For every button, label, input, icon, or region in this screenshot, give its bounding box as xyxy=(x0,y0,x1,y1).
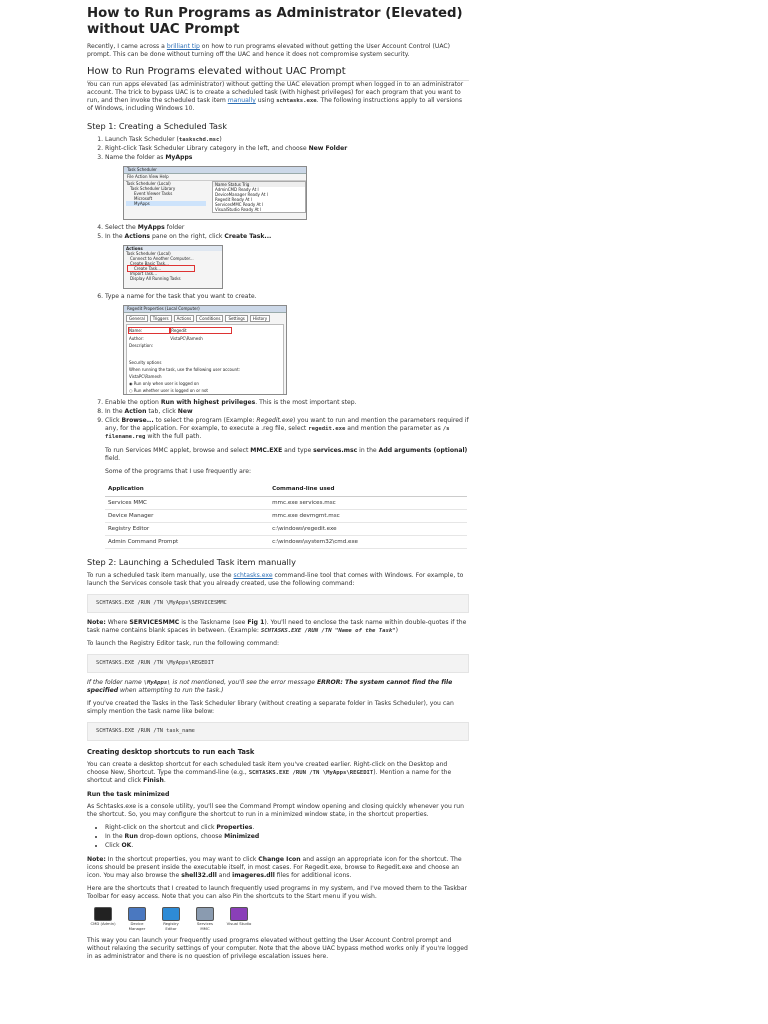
step-4-end: folder xyxy=(164,224,185,231)
code-block-regedit: SCHTASKS.EXE /RUN /TN \MyApps\REGEDIT xyxy=(87,654,469,673)
name-row xyxy=(129,327,281,334)
icon-note-paragraph xyxy=(87,856,469,880)
task-scheduler-screenshot xyxy=(123,166,307,220)
option-run-whether: ○ Run whether user is logged on or not xyxy=(129,388,208,393)
tab-history: History xyxy=(250,315,270,322)
properties-titlebar: Regedit Properties (Local Computer) xyxy=(124,306,286,313)
browse-label: Browse... xyxy=(121,417,154,424)
shortcuts-end: . xyxy=(163,777,166,784)
manually-link[interactable]: manually xyxy=(227,97,256,104)
step-3-text: Name the folder as xyxy=(105,154,166,161)
servicesmmc-label: SERVICESMMC xyxy=(129,619,180,626)
properties-label: Properties xyxy=(216,824,253,831)
step-9-text-4: and mention the parameter as xyxy=(345,425,443,432)
error-end: when attempting to run the task.) xyxy=(118,687,224,694)
ok-label: OK xyxy=(121,842,132,849)
step-2-text: Right-click Task Scheduler Library category in the left, and choose xyxy=(105,145,309,152)
mmc-exe-label: MMC.EXE xyxy=(250,447,283,454)
article-column xyxy=(87,6,469,961)
author-row xyxy=(129,336,281,341)
mmc-text-3: in the xyxy=(357,447,379,454)
step-1 xyxy=(105,136,469,144)
folder-tree xyxy=(126,181,206,206)
action-item: Task Scheduler (Local) xyxy=(126,251,171,256)
table-row xyxy=(105,523,467,536)
step-7-end: . This is the most important step. xyxy=(255,399,357,406)
minimized-paragraph: As Schtasks.exe is a console utility, you'll see the Command Prompt window opening and closing quickly whenever you run the shortcut. So, you may configure the shortcut to run in a minimized window state, in the shortcut properties. xyxy=(87,803,464,818)
mmc-text-2: and type xyxy=(282,447,314,454)
step2-text-2: command-line tool that comes with Windows. For example, to launch the Services console task that you already created, use the following command: xyxy=(87,572,464,587)
fig1-label: Fig 1 xyxy=(247,619,265,626)
task-table-header: Name Status Trig xyxy=(213,182,305,187)
action-item-create-task: Create Task... xyxy=(128,266,194,271)
tree-item: Task Scheduler (Local) xyxy=(126,181,171,186)
note-label: Note: xyxy=(87,619,106,626)
change-icon-label: Change Icon xyxy=(258,856,301,863)
task-table xyxy=(212,181,306,213)
window-titlebar: Task Scheduler xyxy=(124,167,306,174)
registry-paragraph: To launch the Registry Editor task, run the following command: xyxy=(87,640,280,647)
shortcut-cmd[interactable] xyxy=(90,907,116,931)
step1-list xyxy=(87,136,469,441)
error-note xyxy=(87,679,469,695)
shortcut-label: Services MMC xyxy=(196,921,213,931)
col-application: Application xyxy=(105,482,269,497)
account-value: VistaPC\Ramesh xyxy=(129,374,162,379)
section-text: You can run apps elevated (as administrator) without getting the UAC elevation prompt when logged in to an administrator account. The trick to bypass UAC is to create a scheduled task (with highest privileges) for each program that you want to run, and then invoke the scheduled task item xyxy=(87,81,464,104)
list-item xyxy=(105,842,469,850)
step-8-text-2: tab, click xyxy=(146,408,178,415)
icon-note-text-3: and xyxy=(216,872,233,879)
task-row: DeviceManager Ready At l xyxy=(215,192,268,197)
new-folder-label: New Folder xyxy=(308,145,348,152)
step-5-text-2: pane on the right, click xyxy=(150,233,225,240)
step-6 xyxy=(105,293,469,395)
shortcut-label: Visual Studio xyxy=(226,921,252,926)
create-task-label: Create Task... xyxy=(224,233,272,240)
option-2-label: Run whether user is logged on or not xyxy=(133,388,208,393)
option-1-label: Run only when user is logged on xyxy=(133,381,199,386)
shortcut-icons-row xyxy=(90,907,469,931)
step-6-text: Type a name for the task that you want to create. xyxy=(105,293,257,300)
here-paragraph: Here are the shortcuts that I created to launch frequently used programs in my system, and I've moved them to the Taskbar Toolbar for easy access. Note that you can also Pin the shortcuts to the Start menu if you wish. xyxy=(87,885,467,900)
tab-actions: Actions xyxy=(174,315,195,322)
security-options-label: Security options xyxy=(129,360,162,365)
section-heading: How to Run Programs elevated without UAC Prompt xyxy=(87,65,469,81)
task-row: AdminCMD Ready At l xyxy=(215,187,259,192)
schtasks-code: schtasks.exe xyxy=(276,98,317,104)
note-text-3: ). You'll need to enclose the task name within double-quotes if the task name contains blank spaces in between. (Example: xyxy=(87,619,467,634)
step2-text: To run a scheduled task item manually, use the xyxy=(87,572,234,579)
bullet-2-text: In the xyxy=(105,833,125,840)
services-msc-label: services.msc xyxy=(313,447,358,454)
error-text: If the folder name xyxy=(87,679,144,686)
section-paragraph xyxy=(87,81,469,113)
col-command-line: Command-line used xyxy=(269,482,467,497)
cell-cmd: mmc.exe services.msc xyxy=(269,497,467,510)
minimized-list xyxy=(87,824,469,850)
step-8 xyxy=(105,408,469,416)
step-5 xyxy=(105,233,469,289)
shortcut-services-mmc[interactable] xyxy=(192,907,218,931)
shortcut-label: CMD (Admin) xyxy=(90,921,116,926)
shortcut-code: SCHTASKS.EXE /RUN /TN \MyApps\REGEDIT xyxy=(248,770,374,776)
author-label: Author: xyxy=(129,336,144,341)
mmc-text: To run Services MMC applet, browse and select xyxy=(105,447,251,454)
bullet-3-text: Click xyxy=(105,842,122,849)
finish-label: Finish xyxy=(143,777,164,784)
icon-note-end: files for additional icons. xyxy=(274,872,352,879)
cell-app: Registry Editor xyxy=(105,523,269,536)
programs-intro: Some of the programs that I use frequently are: xyxy=(105,468,251,475)
regedit-example: Regedit.exe xyxy=(256,417,293,424)
registry-editor-icon xyxy=(162,907,180,921)
services-icon xyxy=(196,907,214,921)
properties-tabs xyxy=(124,313,286,324)
step-4 xyxy=(105,224,469,232)
mmc-end: field. xyxy=(105,455,121,462)
mmc-paragraph xyxy=(105,447,469,463)
icon-note-text-2: and assign an appropriate icon for the shortcut. The icons should be present inside the executable itself, in most cases. For Regedit.exe, browse to Regedit.exe and choose an icon. You may also browse the xyxy=(87,856,462,879)
note-label-2: Note: xyxy=(87,856,106,863)
step-1-end: ) xyxy=(219,136,222,143)
tab-triggers: Triggers xyxy=(150,315,172,322)
intro-text: Recently, I came across a xyxy=(87,43,167,50)
regedit-code: regedit.exe xyxy=(308,426,346,432)
add-arguments-label: Add arguments (optional) xyxy=(378,447,468,454)
section-text-3: . The following instructions apply to all versions of Windows, including Windows 10. xyxy=(87,97,463,112)
step2-heading: Step 2: Launching a Scheduled Task item manually xyxy=(87,557,296,567)
shell32-label: shell32.dll xyxy=(181,872,217,879)
bullet-1-end: . xyxy=(252,824,255,831)
step-1-text: Launch Task Scheduler ( xyxy=(105,136,179,143)
actions-pane-screenshot xyxy=(123,245,223,289)
new-label: New xyxy=(177,408,193,415)
intro-paragraph xyxy=(87,43,469,59)
bullet-1-text: Right-click on the shortcut and click xyxy=(105,824,217,831)
shortcuts-text: You can create a desktop shortcut for each scheduled task item you've created earlier. Right-click on the Desktop and choose New, Shortcut. Type the command-line (e.g., xyxy=(87,761,448,776)
step-9 xyxy=(105,417,469,441)
run-label: Run xyxy=(124,833,138,840)
shortcut-visual-studio[interactable] xyxy=(226,907,252,931)
cell-app: Device Manager xyxy=(105,510,269,523)
shortcuts-paragraph xyxy=(87,761,469,785)
actions-header: Actions xyxy=(124,246,222,251)
task-row: ServicesMMC Ready At l xyxy=(215,202,264,207)
step2-paragraph xyxy=(87,572,469,588)
bullet-3-end: . xyxy=(131,842,134,849)
highest-privileges-label: Run with highest privileges xyxy=(160,399,256,406)
myapps-label: MyApps xyxy=(165,154,193,161)
param-code: /s filename.reg xyxy=(105,426,450,440)
table-row xyxy=(105,510,467,523)
table-header-row xyxy=(105,482,467,497)
task-row: Regedit Ready At l xyxy=(215,197,252,202)
action-item: Import Task... xyxy=(130,271,157,276)
task-properties-screenshot xyxy=(123,305,287,395)
shortcut-registry-editor[interactable] xyxy=(158,907,184,931)
action-item: Connect to Another Computer... xyxy=(130,256,194,261)
imageres-label: imageres.dll xyxy=(232,872,275,879)
brilliant-tip-link[interactable]: brilliant tip xyxy=(166,43,200,50)
cmd-icon xyxy=(94,907,112,921)
tab-conditions: Conditions xyxy=(196,315,223,322)
step-4-text: Select the xyxy=(105,224,138,231)
shortcut-label: Registry Editor xyxy=(163,921,179,931)
tab-settings: Settings xyxy=(225,315,247,322)
task-row: VisualStudio Ready At l xyxy=(215,207,262,212)
step-7-text: Enable the option xyxy=(105,399,161,406)
security-account-label: When running the task, use the following user account: xyxy=(129,367,240,372)
name-value: Regedit xyxy=(170,327,232,334)
step-5-text: In the xyxy=(105,233,125,240)
step-9-text-2: to select the program (Example: xyxy=(153,417,257,424)
author-value: VistaPC\Ramesh xyxy=(170,336,203,341)
code-block-servicesmmc: SCHTASKS.EXE /RUN /TN \MyApps\SERVICESMMC xyxy=(87,594,469,613)
actions-label: Actions xyxy=(124,233,151,240)
shortcut-device-manager[interactable] xyxy=(124,907,150,931)
properties-form xyxy=(126,324,284,395)
step-3 xyxy=(105,154,469,220)
shortcut-label: Device Manager xyxy=(128,921,146,931)
window-menubar: File Action View Help xyxy=(124,174,306,181)
step-9-end: with the full path. xyxy=(145,433,202,440)
step-9-text-3: ) you want to run and mention the parameters required if any, for the application. For example, to execute a .reg file, select xyxy=(105,417,469,432)
taskschd-code: taskschd.msc xyxy=(178,137,220,143)
note-end: ) xyxy=(395,627,398,634)
note-text: Where xyxy=(105,619,130,626)
shortcuts-text-2: ). Mention a name for the shortcut and click xyxy=(87,769,452,784)
step-8-text: In the xyxy=(105,408,125,415)
library-paragraph: If you've created the Tasks in the Task Scheduler library (without creating a separate folder in Tasks Scheduler), you can simply mention the task name like below: xyxy=(87,700,454,715)
cell-cmd: mmc.exe devmgmt.msc xyxy=(269,510,467,523)
visual-studio-icon xyxy=(230,907,248,921)
device-manager-icon xyxy=(128,907,146,921)
page-title: How to Run Programs as Administrator (Elevated) without UAC Prompt xyxy=(87,6,463,37)
name-label: Name: xyxy=(129,328,169,333)
table-row xyxy=(105,536,467,549)
tree-item: Event Viewer Tasks xyxy=(134,191,173,196)
folder-code: \MyApps\ xyxy=(143,680,171,686)
final-paragraph: This way you can launch your frequently used programs elevated without getting the User Account Control prompt and without relaxing the security settings of your computer. Note that the above UAC bypass method works only if you're logged in as administrator and there is no question of privilege escalation issues here. xyxy=(87,937,468,960)
cell-cmd: c:\windows\system32\cmd.exe xyxy=(269,536,467,549)
shortcuts-heading: Creating desktop shortcuts to run each Task xyxy=(87,748,255,756)
list-item xyxy=(105,824,469,832)
tree-item: Microsoft xyxy=(134,196,153,201)
code-block-taskname: SCHTASKS.EXE /RUN /TN task_name xyxy=(87,722,469,741)
programs-table xyxy=(105,482,467,549)
cell-app: Services MMC xyxy=(105,497,269,510)
error-text-2: is not mentioned, you'll see the error message xyxy=(170,679,317,686)
list-item xyxy=(105,833,469,841)
tree-item-myapps: MyApps xyxy=(126,201,206,206)
step-7 xyxy=(105,399,469,407)
spacer xyxy=(129,350,281,358)
myapps-label-2: MyApps xyxy=(137,224,165,231)
step-2 xyxy=(105,145,469,153)
step1-heading: Step 1: Creating a Scheduled Task xyxy=(87,121,227,131)
intro-text-rest: on how to run programs elevated without getting the User Account Control (UAC) prompt. This can be done without turning off the UAC and hence it does not compromise system security. xyxy=(87,43,451,58)
action-item: Display All Running Tasks xyxy=(130,276,181,281)
action-item: Create Basic Task... xyxy=(130,261,169,266)
note-paragraph xyxy=(87,619,469,635)
icon-note-text: In the shortcut properties, you may want to click xyxy=(105,856,259,863)
step-9-text: Click xyxy=(105,417,122,424)
cell-app: Admin Command Prompt xyxy=(105,536,269,549)
table-row xyxy=(105,497,467,510)
description-label: Description: xyxy=(129,343,154,348)
bullet-2-text-2: drop-down options, choose xyxy=(137,833,225,840)
error-message: ERROR: The system cannot find the file specified xyxy=(87,679,453,694)
section-text-2: using xyxy=(255,97,277,104)
tab-general: General xyxy=(126,315,148,322)
minimized-heading: Run the task minimized xyxy=(87,791,170,798)
option-run-logged-on: ◉ Run only when user is logged on xyxy=(129,381,199,386)
schtasks-link[interactable]: schtasks.exe xyxy=(233,572,273,579)
minimized-label: Minimized xyxy=(224,833,260,840)
action-tab-label: Action xyxy=(124,408,147,415)
tree-item: Task Scheduler Library xyxy=(130,186,176,191)
note-example-code: SCHTASKS.EXE /RUN /TN "Name of the Task" xyxy=(260,628,396,634)
cell-cmd: c:\windows\regedit.exe xyxy=(269,523,467,536)
note-text-2: is the Taskname (see xyxy=(179,619,248,626)
